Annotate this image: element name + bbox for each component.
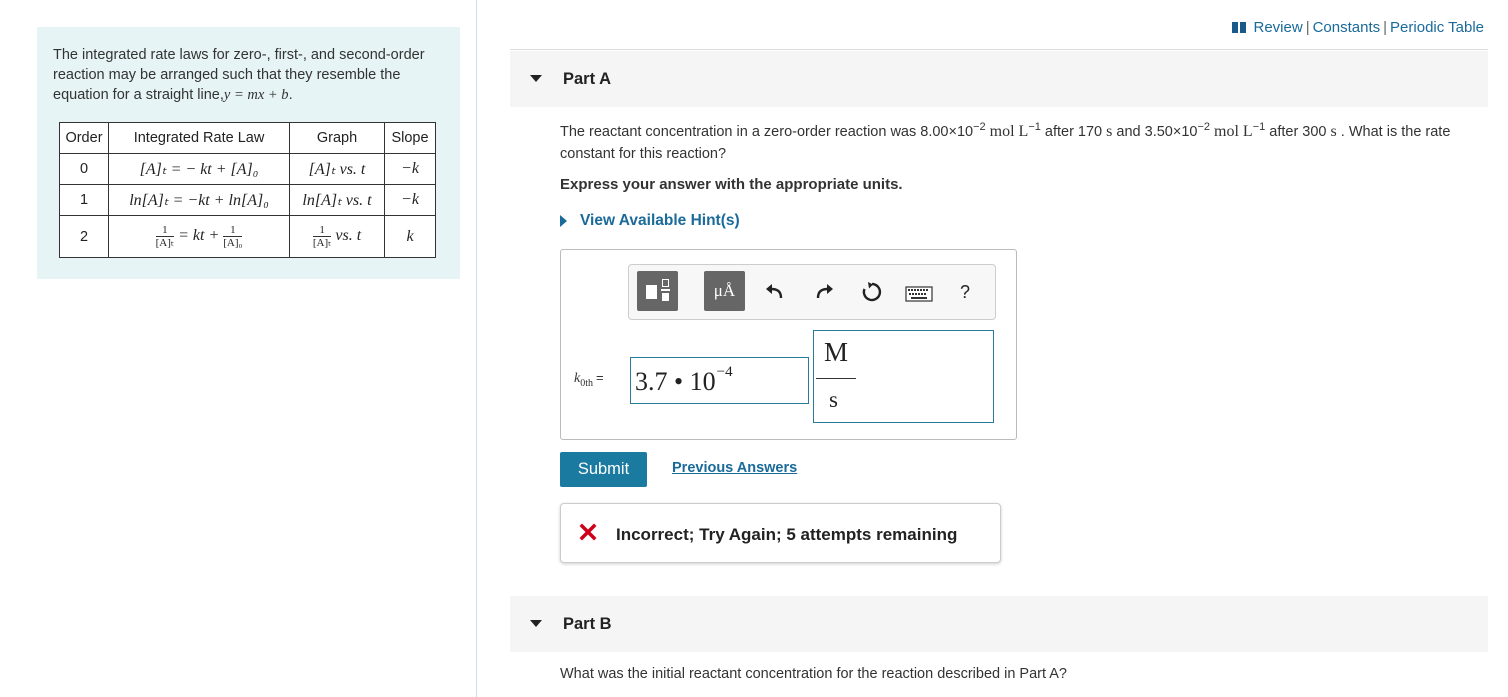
header-order: Order [60, 123, 109, 154]
review-link[interactable]: Review [1253, 19, 1303, 36]
link-separator: | [1383, 19, 1388, 36]
row-law: [A]ₜ = − kt + [A]₀ [109, 154, 290, 185]
row-law [109, 216, 290, 258]
submit-button[interactable]: Submit [560, 452, 647, 487]
undo-icon[interactable] [763, 280, 787, 304]
q-exp: −1 [1028, 121, 1041, 133]
part-b-question: What was the initial reactant concentration for the reaction described in Part A? [560, 666, 1067, 682]
intro-sentence: The integrated rate laws for zero-, first-, and second-order reaction may be arranged such that they resemble the equation for a straight line, [53, 47, 425, 103]
q-text: The reactant concentration in a zero-order reaction was 8.00×10 [560, 124, 974, 140]
q-unit: s [1106, 123, 1113, 140]
unit-denominator: s [829, 387, 838, 412]
q-unit: mol L [1210, 123, 1253, 140]
q-unit: s [1330, 123, 1337, 140]
units-button[interactable]: μÅ [704, 271, 745, 311]
q-text: and 3.50×10 [1112, 124, 1198, 140]
express-instruction: Express your answer with the appropriate units. [560, 176, 903, 193]
frac-den: [A]₀ [223, 237, 243, 249]
part-b-title: Part B [563, 615, 612, 633]
frac-num: 1 [156, 224, 175, 237]
row-order: 0 [60, 154, 109, 185]
table-row [60, 216, 436, 258]
q-exp: −1 [1252, 121, 1266, 133]
redo-icon[interactable] [812, 280, 836, 304]
unit-numerator: M [824, 337, 849, 367]
graph-tail: vs. t [331, 227, 362, 245]
k-subscript: 0th [580, 377, 593, 389]
q-text: after 300 [1265, 124, 1331, 140]
constants-link[interactable]: Constants [1312, 19, 1381, 36]
header-law: Integrated Rate Law [109, 123, 290, 154]
row-order: 1 [60, 185, 109, 216]
frac-den: [A]ₜ [155, 237, 175, 249]
fraction-bar [816, 378, 856, 379]
hints-label: View Available Hint(s) [580, 212, 740, 229]
view-hints-link[interactable] [560, 212, 740, 230]
intro-text: The integrated rate laws for zero-, first-, and second-order reaction may be arranged such that they resemble the equation for a straight line,y = mx + b. [53, 47, 425, 103]
units-input[interactable] [813, 330, 994, 423]
header-graph: Graph [290, 123, 385, 154]
header-slope: Slope [385, 123, 436, 154]
row-graph [290, 216, 385, 258]
top-links [1232, 19, 1485, 36]
periodic-table-link[interactable]: Periodic Table [1390, 19, 1484, 36]
caret-down-icon [530, 620, 542, 627]
frac-den: [A]ₜ [312, 237, 332, 249]
equals-sign: = [596, 370, 604, 385]
row-graph: [A]ₜ vs. t [290, 154, 385, 185]
law-mid: = kt + [174, 227, 224, 245]
previous-answers-link[interactable]: Previous Answers [672, 460, 798, 476]
q-exp: −2 [1197, 121, 1211, 133]
error-x-icon [579, 523, 597, 541]
info-panel [37, 27, 460, 279]
q-unit: mol L [985, 123, 1029, 140]
q-text: . What is the rate constant for this reaction? [560, 124, 1451, 162]
book-icon [1232, 22, 1246, 33]
link-separator: | [1305, 19, 1310, 36]
row-slope: k [385, 216, 436, 258]
row-graph: ln[A]ₜ vs. t [290, 185, 385, 216]
frac-num: 1 [313, 224, 332, 237]
part-b-header[interactable] [510, 596, 1488, 652]
help-button[interactable]: ? [960, 282, 971, 302]
feedback-box [560, 503, 1001, 563]
feedback-text: Incorrect; Try Again; 5 attempts remaining [616, 525, 958, 544]
q-exp: −2 [973, 121, 986, 133]
caret-down-icon [530, 75, 542, 82]
frac-num: 1 [223, 224, 242, 237]
table-row [60, 185, 436, 216]
part-a-header[interactable] [510, 51, 1488, 107]
reset-icon[interactable] [860, 280, 884, 304]
row-slope: −k [385, 185, 436, 216]
value-input[interactable] [630, 357, 809, 404]
k-label [574, 370, 604, 389]
templates-button[interactable] [637, 271, 678, 311]
row-order: 2 [60, 216, 109, 258]
k-symbol: k [574, 371, 581, 386]
part-a-question [560, 121, 1490, 165]
table-row [60, 154, 436, 185]
header-divider [510, 49, 1488, 50]
value-text: 3.7 • 10 [635, 367, 716, 396]
line-equation: y = mx + b [223, 87, 289, 103]
keyboard-icon[interactable] [905, 286, 933, 302]
q-text: after 170 [1040, 124, 1107, 140]
value-exponent: −4 [716, 364, 733, 380]
panel-divider [476, 0, 477, 697]
rate-laws-table [59, 122, 436, 258]
row-slope: −k [385, 154, 436, 185]
caret-right-icon [560, 215, 567, 227]
math-toolbar [628, 264, 996, 320]
part-a-title: Part A [563, 70, 611, 88]
row-law: ln[A]ₜ = −kt + ln[A]₀ [109, 185, 290, 216]
